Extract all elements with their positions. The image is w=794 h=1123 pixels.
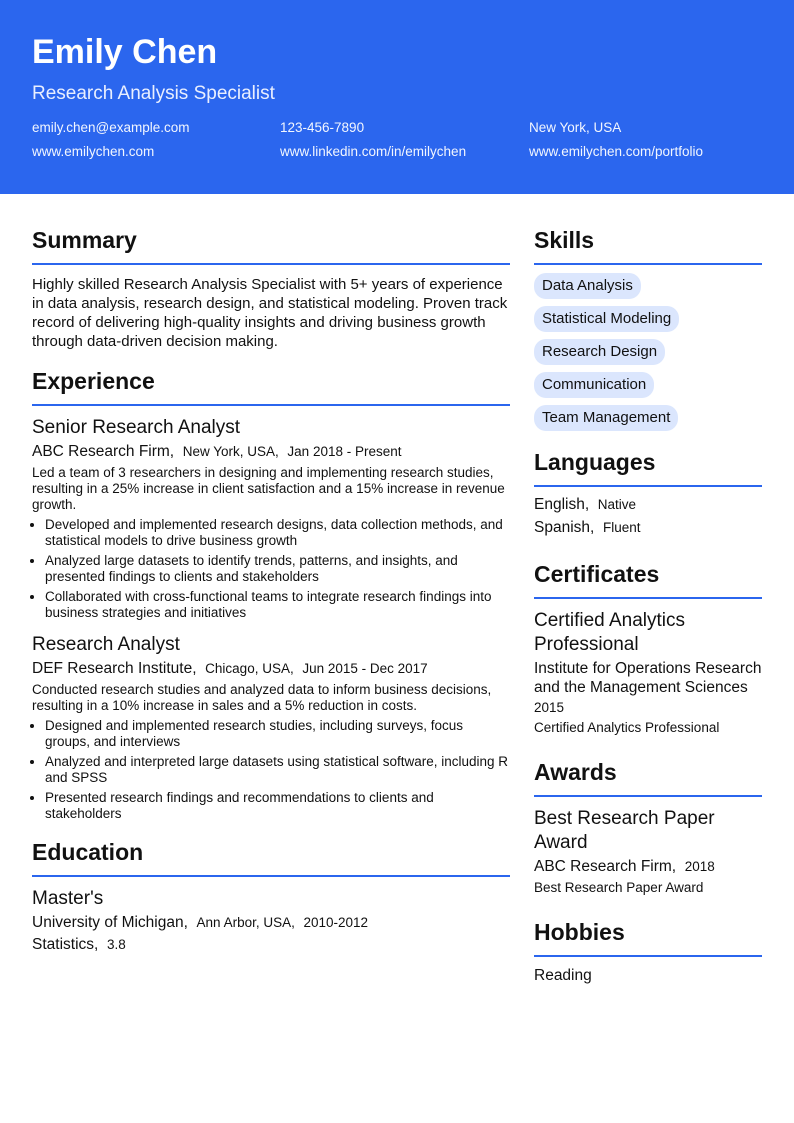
hobbies-heading: Hobbies bbox=[534, 919, 625, 945]
language-level: Fluent bbox=[602, 520, 641, 535]
skill-pill: Team Management bbox=[534, 405, 678, 431]
award-org: ABC Research Firm, bbox=[534, 858, 677, 875]
job-location: New York, USA, bbox=[182, 444, 279, 459]
job-entry bbox=[32, 416, 510, 621]
certificate-name: Certified Analytics Professional bbox=[534, 610, 686, 655]
school-name: University of Michigan, bbox=[32, 914, 188, 931]
website-link[interactable]: www.emilychen.com bbox=[32, 144, 155, 159]
education-heading: Education bbox=[32, 839, 144, 865]
resume-body bbox=[0, 224, 794, 986]
education-meta bbox=[32, 913, 510, 933]
education-section bbox=[32, 836, 510, 955]
section-divider bbox=[534, 955, 762, 957]
section-divider bbox=[534, 795, 762, 797]
skill-pill: Data Analysis bbox=[534, 273, 641, 299]
award-year: 2018 bbox=[684, 859, 715, 874]
section-divider bbox=[32, 263, 510, 265]
awards-heading: Awards bbox=[534, 759, 617, 785]
awards-section bbox=[534, 756, 762, 896]
skill-pill: Statistical Modeling bbox=[534, 306, 679, 332]
job-bullet: • Analyzed and interpreted large datasets using statistical software, including R and SPSS bbox=[45, 754, 510, 786]
award-description: Best Research Paper Award bbox=[534, 880, 704, 895]
education-field-row bbox=[32, 935, 510, 955]
hobbies-section bbox=[534, 916, 762, 986]
job-bullet: • Developed and implemented research designs, data collection methods, and statistical models to drive business growth bbox=[45, 517, 510, 549]
section-divider bbox=[534, 597, 762, 599]
job-summary: Conducted research studies and analyzed data to inform business decisions, resulting in a 10% increase in sales and a 5% reduction in costs. bbox=[32, 682, 492, 713]
school-location: Ann Arbor, USA, bbox=[196, 915, 295, 930]
gpa: 3.8 bbox=[106, 937, 126, 952]
candidate-name: Emily Chen bbox=[32, 33, 218, 71]
left-column bbox=[32, 224, 510, 986]
skills-section bbox=[534, 224, 762, 438]
certificate-year: 2015 bbox=[534, 700, 565, 715]
languages-heading: Languages bbox=[534, 449, 656, 475]
education-entry bbox=[32, 887, 510, 955]
section-divider bbox=[32, 875, 510, 877]
language-item bbox=[534, 518, 762, 538]
job-bullet: • Presented research findings and recommendations to clients and stakeholders bbox=[45, 790, 510, 822]
contact-info bbox=[32, 120, 762, 160]
job-bullet: • Analyzed large datasets to identify trends, patterns, and insights, and presented findings to clients and stakeholders bbox=[45, 553, 510, 585]
portfolio-link[interactable]: www.emilychen.com/portfolio bbox=[529, 144, 704, 159]
award-name: Best Research Paper Award bbox=[534, 808, 715, 853]
resume-header bbox=[0, 0, 794, 194]
job-title: Research Analyst bbox=[32, 634, 180, 655]
job-company: ABC Research Firm, bbox=[32, 443, 175, 460]
certificate-description: Certified Analytics Professional bbox=[534, 720, 720, 735]
job-summary: Led a team of 3 researchers in designing and implementing research studies, resulting in a 25% increase in client satisfaction and a 15% increase in revenue growth. bbox=[32, 465, 505, 512]
linkedin-link[interactable]: www.linkedin.com/in/emilychen bbox=[280, 144, 467, 159]
degree: Master's bbox=[32, 888, 104, 909]
education-dates: 2010-2012 bbox=[303, 915, 369, 930]
experience-section bbox=[32, 365, 510, 822]
candidate-title: Research Analysis Specialist bbox=[32, 83, 275, 104]
job-title: Senior Research Analyst bbox=[32, 417, 241, 438]
summary-heading: Summary bbox=[32, 227, 137, 253]
award-meta bbox=[534, 857, 762, 877]
job-bullet: • Designed and implemented research studies, including surveys, focus groups, and interviews bbox=[45, 718, 510, 750]
hobby-item: Reading bbox=[534, 967, 592, 984]
skills-list bbox=[534, 273, 762, 438]
job-bullets bbox=[32, 718, 510, 822]
languages-list bbox=[534, 495, 762, 538]
language-level: Native bbox=[597, 497, 637, 512]
skills-heading: Skills bbox=[534, 227, 595, 253]
job-bullet: • Collaborated with cross-functional teams to integrate research findings into business strategies and initiatives bbox=[45, 589, 510, 621]
field-of-study: Statistics, bbox=[32, 936, 99, 953]
certificate-org: Institute for Operations Research and the Management Sciences bbox=[534, 660, 762, 696]
job-location: Chicago, USA, bbox=[205, 661, 294, 676]
job-dates: Jun 2015 - Dec 2017 bbox=[302, 661, 428, 676]
skill-pill: Research Design bbox=[534, 339, 665, 365]
summary-section bbox=[32, 224, 510, 351]
summary-text: Highly skilled Research Analysis Specialist with 5+ years of experience in data analysis, research design, and statistical modeling. Proven track record of delivering high-quality insights and driving business growth through data-driven decision making. bbox=[32, 276, 508, 350]
job-dates: Jan 2018 - Present bbox=[287, 444, 402, 459]
section-divider bbox=[534, 263, 762, 265]
certificates-section bbox=[534, 558, 762, 736]
job-company: DEF Research Institute, bbox=[32, 660, 197, 677]
section-divider bbox=[534, 485, 762, 487]
email-link[interactable]: emily.chen@example.com bbox=[32, 120, 190, 135]
languages-section bbox=[534, 446, 762, 538]
language-item bbox=[534, 495, 762, 515]
job-meta bbox=[32, 442, 510, 462]
language-name: English, bbox=[534, 496, 590, 513]
job-bullets bbox=[32, 517, 510, 621]
skill-pill: Communication bbox=[534, 372, 654, 398]
job-meta bbox=[32, 659, 510, 679]
experience-heading: Experience bbox=[32, 368, 155, 394]
certificates-heading: Certificates bbox=[534, 561, 660, 587]
job-entry bbox=[32, 633, 510, 822]
section-divider bbox=[32, 404, 510, 406]
right-column bbox=[534, 224, 762, 986]
phone-number: 123-456-7890 bbox=[280, 120, 365, 135]
location: New York, USA bbox=[529, 120, 622, 135]
language-name: Spanish, bbox=[534, 519, 595, 536]
